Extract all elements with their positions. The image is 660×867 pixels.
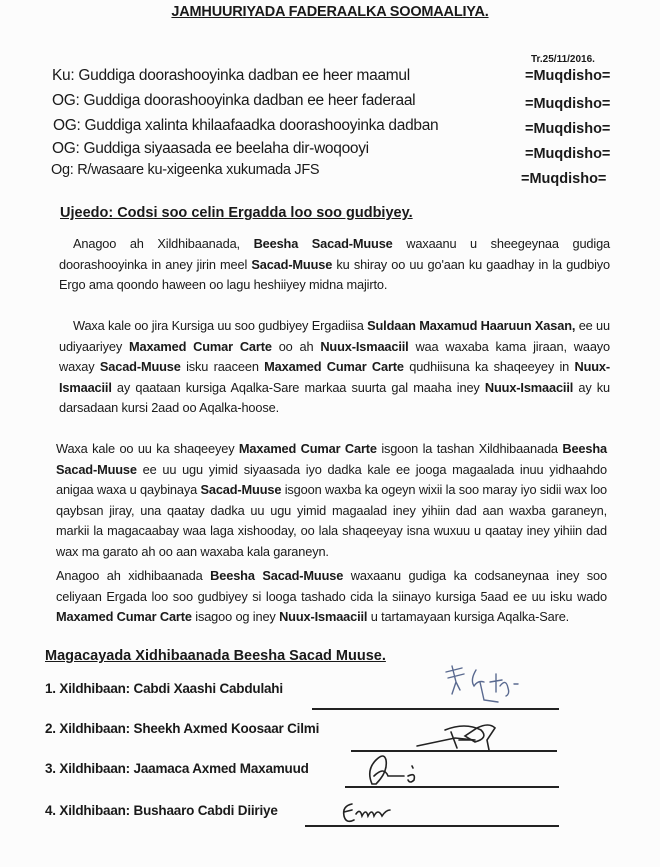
text-segment: Waxa kale oo jira Kursiga uu soo gudbiyey Ergadiisa [73,318,368,333]
text-segment: waxaanu gudiga ka codsaneynaa iney soo celiyaan Ergada loo soo gudbiyey si looga tashado cida la siinayo kursiga 5aad ee uu isku wado [56,568,607,604]
location-label: =Muqdisho= [525,96,611,112]
bold-text: Sacad-Muuse [99,359,181,374]
addressee-line: OG: Guddiga siyaasada ee beelaha dir-woqooyi [52,140,369,157]
subject-heading: Ujeedo: Codsi soo celin Ergadda loo soo gudbiyey. [60,205,413,221]
location-label: =Muqdisho= [525,68,611,84]
addressee-line: OG: Guddiga xalinta khilaafaadka doorashooyinka dadban [53,117,439,134]
signatories-heading: Magacayada Xidhibaanada Beesha Sacad Muuse. [45,648,386,664]
addressee-line: OG: Guddiga doorashooyinka dadban ee heer faderaal [52,92,416,109]
bold-text: Beesha Sacad-Muuse [210,568,344,583]
body-paragraph [56,566,607,628]
bold-text: Nuux-Ismaaciil [320,338,409,354]
text-segment: ee uu udiyaariyey [59,318,610,354]
bold-text: Sacad-Muuse [200,482,282,497]
bold-text: Beesha Sacad-Muuse [56,441,607,477]
text-segment: ku shiray oo uu go'aan ku gaadhay in la gudbiyo Ergo ama qoondo haween oo lagu heshiiyey midna majirto. [59,256,610,292]
text-segment: isgoon waxba ka ogeyn wixii la soo maray iyo sidii wax loo qaybsan jiray, una qaatay dadka uu ugu yimid magaalad iney yihiin dad aan waxba garaneyn, markii la magacaabay waa laga xishooday, oo lala shaqeeyay isna wuxuu u qaatay iney yihiin dad wax ma garato ah oo aan waxaba kala garaneyn. [56,482,607,559]
text-segment: oo ah [271,338,321,354]
text-segment: ay ku darsadaan kursi 2aad oo Aqalka-hoose. [59,379,611,415]
addressee-line: Ku: Guddiga doorashooyinka dadban ee heer maamul [52,67,410,84]
location-label: =Muqdisho= [525,146,611,162]
signature-1 [440,660,560,710]
bold-text: Maxamed Cumar Carte [128,338,272,354]
text-segment: ee uu ugu yimid siyaasada iyo dadka kale ee jooga magaalada inuu yidhaahdo anigaa waxa u qaybinaya [56,461,607,497]
body-paragraph [59,234,610,296]
text-segment: Anagoo ah xidhibaanada [56,568,211,583]
bold-text: Maxamed Cumar Carte [238,441,377,456]
document-title: JAMHUURIYADA FADERAALKA SOOMAALIYA. [171,4,489,20]
signatory-name: 2. Xildhibaan: Sheekh Axmed Koosaar Cilmi [45,721,320,736]
text-segment: ay qaataan kursiga Aqalka-Sare markaa suurta gal maaha iney [111,379,485,395]
signatory-name: 3. Xildhibaan: Jaamaca Axmed Maxamuud [45,761,309,776]
location-label: =Muqdisho= [521,171,607,187]
signature-4 [338,796,418,828]
text-segment: Waxa kale oo uu ka shaqeeyey [56,441,239,456]
bold-text: Suldaan Maxamud Haaruun Xasan, [367,318,576,333]
text-segment: isagoo og iney [191,609,280,624]
signature-3 [364,750,444,790]
bold-text: Sacad-Muuse [251,256,333,272]
bold-text: Nuux-Ismaaciil [484,379,574,395]
body-paragraph [59,316,610,419]
text-segment: isgoon la tashan Xildhibaanada [376,441,563,456]
body-paragraph [56,439,607,562]
location-label: =Muqdisho= [525,121,611,137]
bold-text: Maxamed Cumar Carte [56,609,192,624]
text-segment: waa waxaba kama jiraan, waayo waxay [59,338,611,374]
signatory-name: 1. Xildhibaan: Cabdi Xaashi Cabdulahi [45,681,283,696]
bold-text: Maxamed Cumar Carte [264,359,404,374]
bold-text: Nuux-Ismaaciil [279,609,368,624]
bold-text: Nuux-Ismaaciil [59,359,610,395]
signatory-name: 4. Xildhibaan: Bushaaro Cabdi Diiriye [45,803,278,818]
document-date: Tr.25/11/2016. [531,54,595,65]
text-segment: u tartamayaan kursiga Aqalka-Sare. [367,609,570,624]
text-segment: Anagoo ah Xildhibaanada, [73,236,254,251]
addressee-line: Og: R/wasaare ku-xigeenka xukumada JFS [51,162,320,178]
text-segment: qudhiisuna ka shaqeeyey in [403,359,575,374]
bold-text: Beesha Sacad-Muuse [253,236,393,251]
text-segment: isku raaceen [180,359,265,374]
text-segment: waxaanu u sheegeynaa gudiga doorashooyinka in aney jirin meel [59,236,611,272]
